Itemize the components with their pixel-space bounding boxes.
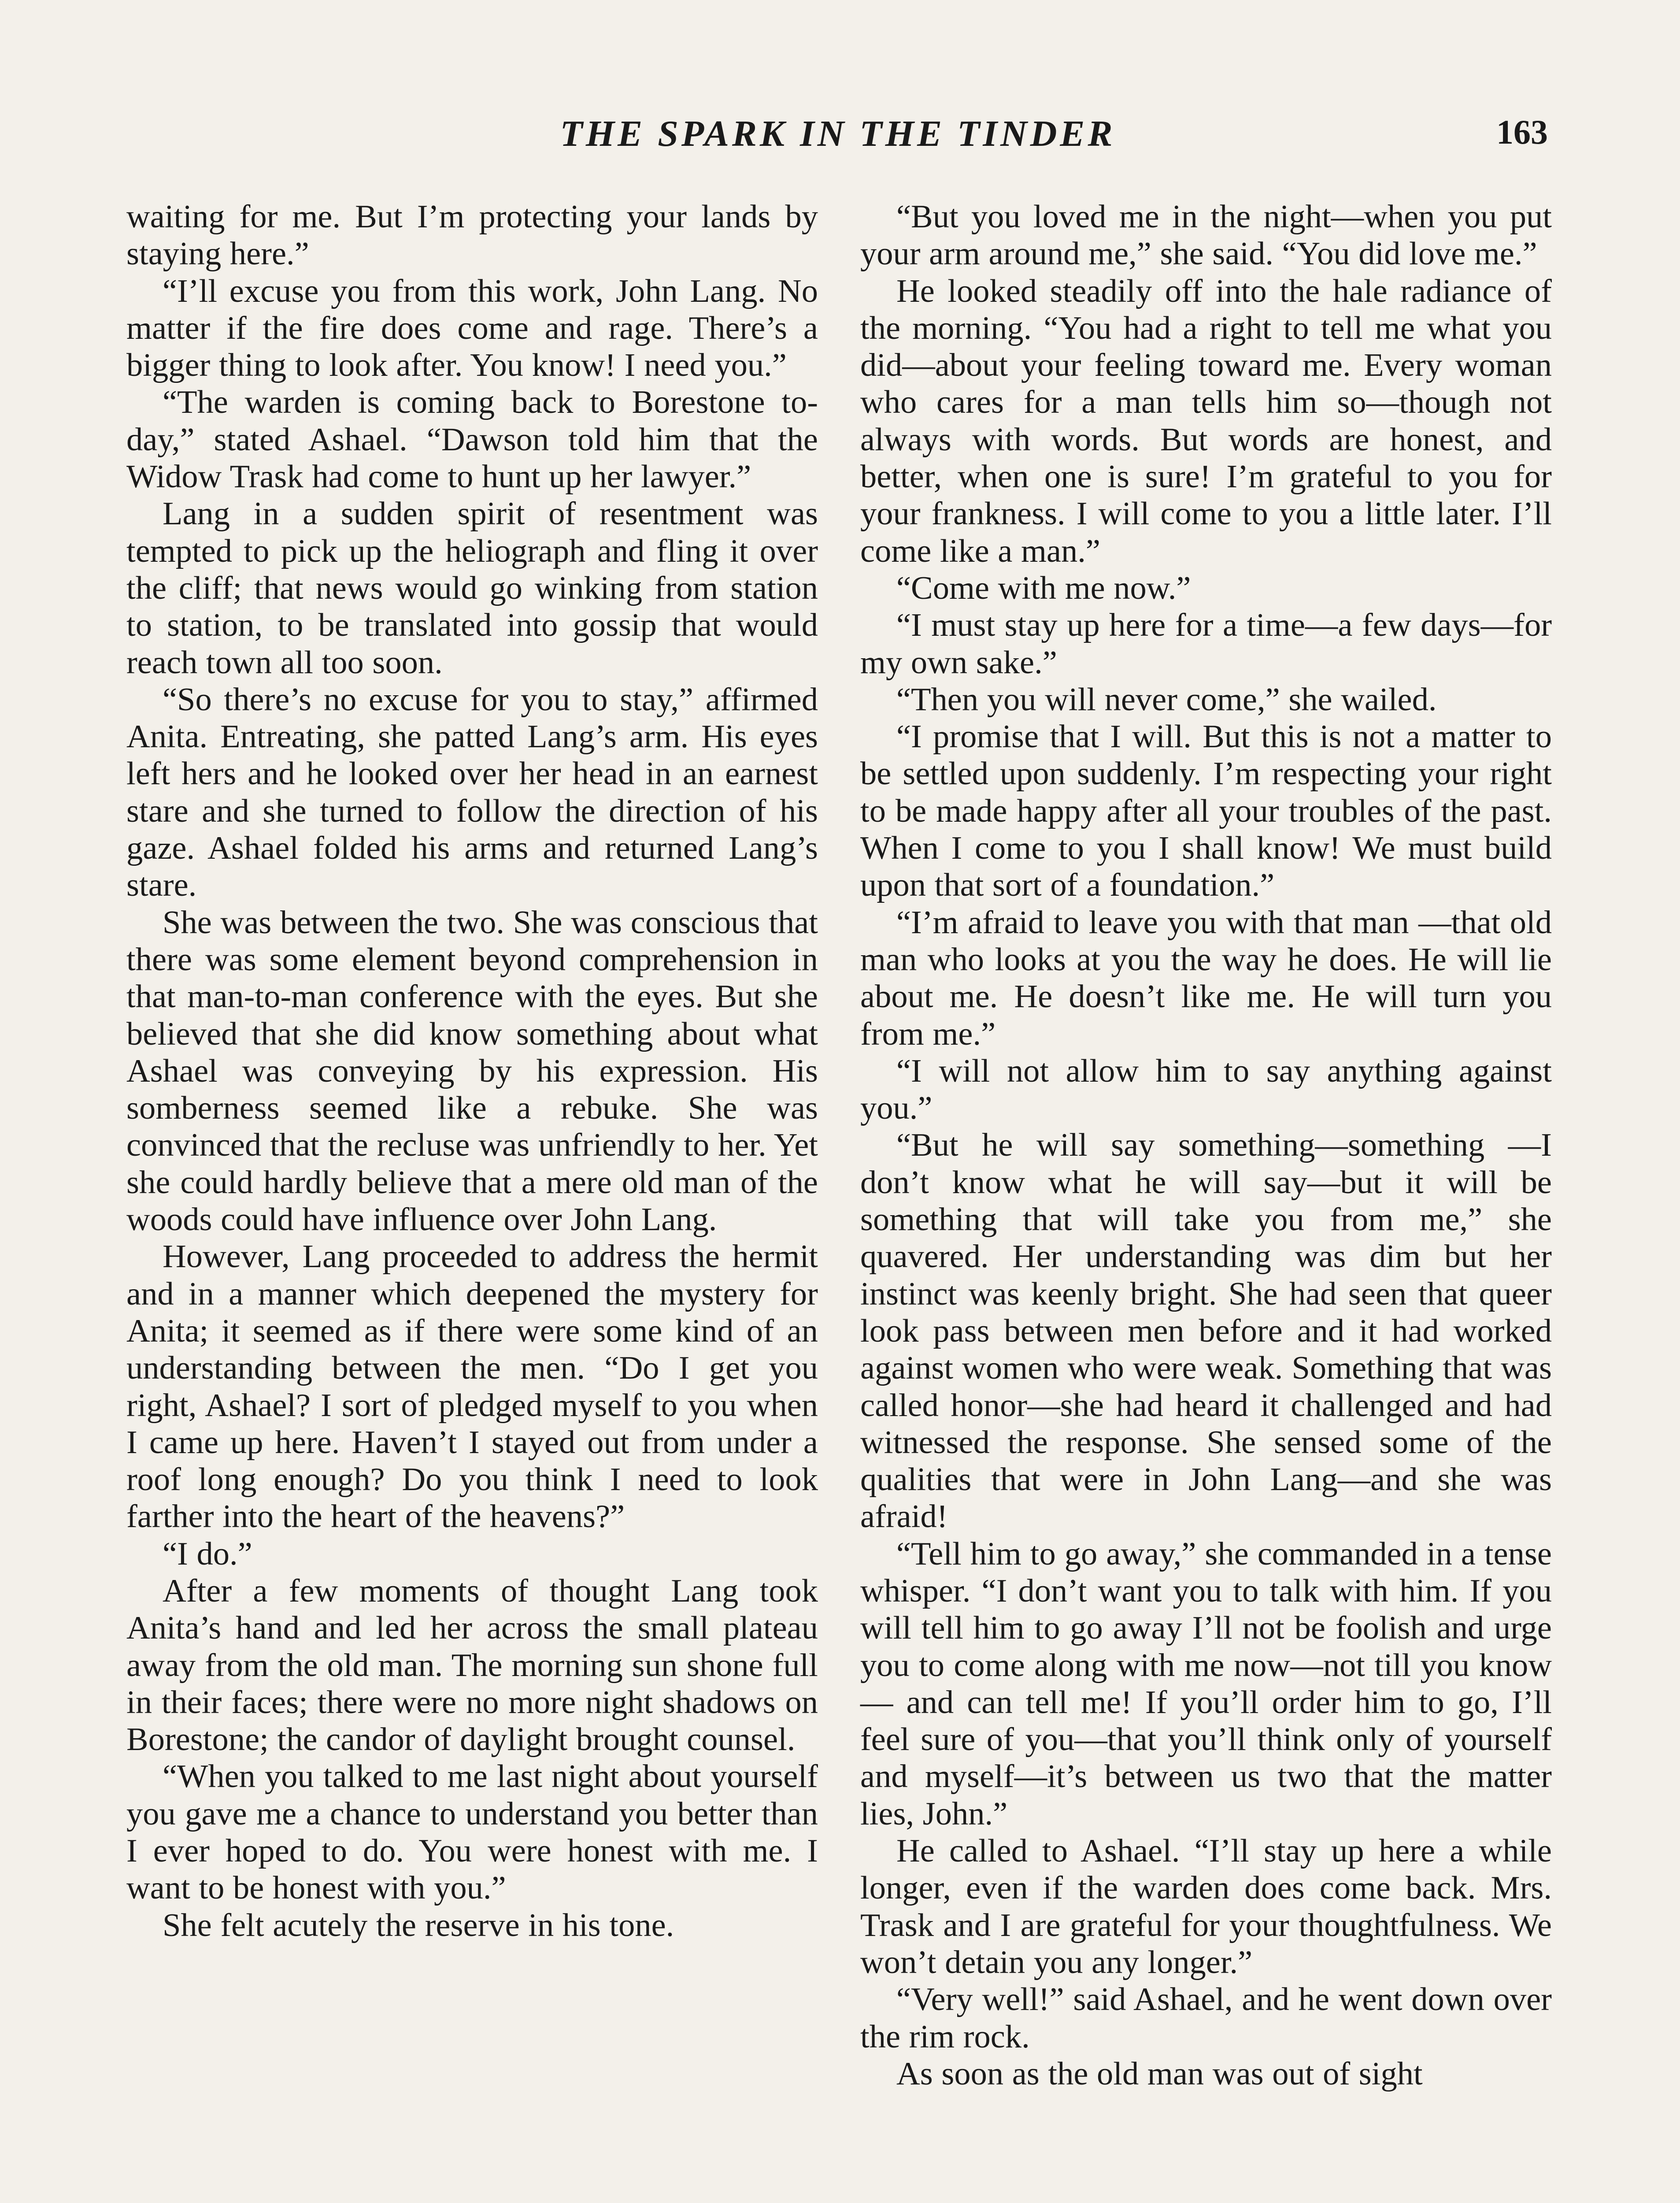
paragraph: He looked steadily off into the hale radiance of the morning. “You had a right to tell me what you did—about your feeling toward me. Every woman who cares for a man tells him so—though not always with words. But words are honest, and better, when one is sure! I’m grateful to you for your frankness. I will come to you a little later. I’ll come like a man.” xyxy=(860,273,1552,569)
page-number: 163 xyxy=(1496,113,1548,151)
paragraph: “But you loved me in the night—when you put your arm around me,” she said. “You did love me.” xyxy=(860,199,1552,272)
paragraph: “I promise that I will. But this is not a matter to be settled upon suddenly. I’m respecting your right to be made happy after all your troubles of the past. When I come to you I shall know! We must build upon that sort of a foundation.” xyxy=(860,719,1552,904)
paragraph: “I’m afraid to leave you with that man —that old man who looks at you the way he does. He will lie about me. He doesn’t like me. He will turn you from me.” xyxy=(860,904,1552,1052)
right-column xyxy=(860,198,1552,2092)
paragraph: “I must stay up here for a time—a few days—for my own sake.” xyxy=(860,607,1552,681)
paragraph: “When you talked to me last night about yourself you gave me a chance to understand you better than I ever hoped to do. You were honest with me. I want to be honest with you.” xyxy=(126,1758,818,1906)
paragraph: “I do.” xyxy=(162,1535,252,1572)
paragraph: She was between the two. She was conscious that there was some element beyond comprehension in that man-to-man conference with the eyes. But she believed that she did know something about what Ashael was conveying by his expression. His somberness seemed like a rebuke. She was convinced that the recluse was unfriendly to her. Yet she could hardly believe that a mere old man of the woods could have influence over John Lang. xyxy=(126,904,818,1238)
paragraph: Lang in a sudden spirit of resentment was tempted to pick up the heliograph and fling it over the cliff; that news would go winking from station to station, to be translated into gossip that would reach town all too soon. xyxy=(126,496,818,681)
paragraph: “So there’s no excuse for you to stay,” affirmed Anita. Entreating, she patted Lang’s arm. His eyes left hers and he looked over her head in an earnest stare and she turned to follow the direction of his gaze. Ashael folded his arms and returned Lang’s stare. xyxy=(126,681,818,904)
running-title: THE SPARK IN THE TINDER xyxy=(560,113,1116,154)
paragraph: “The warden is coming back to Borestone to-day,” stated Ashael. “Dawson told him that the Widow Trask had come to hunt up her lawyer.” xyxy=(126,384,818,495)
paragraph: He called to Ashael. “I’ll stay up here a while longer, even if the warden does come back. Mrs. Trask and I are grateful for your thoughtfulness. We won’t detain you any longer.” xyxy=(860,1833,1552,1980)
paragraph: waiting for me. But I’m protecting your lands by staying here.” xyxy=(126,199,818,272)
paragraph: “Tell him to go away,” she commanded in a tense whisper. “I don’t want you to talk with him. If you will tell him to go away I’ll not be foolish and urge you to come along with me now—not till you know— and can tell me! If you’ll order him to go, I’ll feel sure of you—that you’ll think only of yourself and myself—it’s between us two that the matter lies, John.” xyxy=(860,1535,1552,1832)
paragraph: “I will not allow him to say anything against you.” xyxy=(860,1053,1552,1127)
paragraph: “I’ll excuse you from this work, John Lang. No matter if the fire does come and rage. There’s a bigger thing to look after. You know! I need you.” xyxy=(126,273,818,384)
left-column xyxy=(126,198,818,1944)
paragraph: “Very well!” said Ashael, and he went down over the rim rock. xyxy=(860,1981,1552,2055)
paragraph: “Come with me now.” xyxy=(896,570,1191,606)
page-header xyxy=(128,112,1548,161)
paragraph: However, Lang proceeded to address the hermit and in a manner which deepened the mystery for Anita; it seemed as if there were some kind of an understanding between the men. “Do I get you right, Ashael? I sort of pledged myself to you when I came up here. Haven’t I stayed out from under a roof long enough? Do you think I need to look farther into the heart of the heavens?” xyxy=(126,1239,818,1535)
paragraph: After a few moments of thought Lang took Anita’s hand and led her across the small plateau away from the old man. The morning sun shone full in their faces; there were no more night shadows on Borestone; the candor of daylight brought counsel. xyxy=(126,1573,818,1758)
paragraph: “Then you will never come,” she wailed. xyxy=(896,681,1437,718)
paragraph: “But he will say something—something —I don’t know what he will say—but it will be something that will take you from me,” she quavered. Her understanding was dim but her instinct was keenly bright. She had seen that queer look pass between men before and it had worked against women who were weak. Something that was called honor—she had heard it challenged and had witnessed the response. She sensed some of the qualities that were in John Lang—and she was afraid! xyxy=(860,1127,1552,1535)
paragraph: She felt acutely the reserve in his tone. xyxy=(162,1907,674,1943)
paragraph: As soon as the old man was out of sight xyxy=(896,2055,1423,2092)
